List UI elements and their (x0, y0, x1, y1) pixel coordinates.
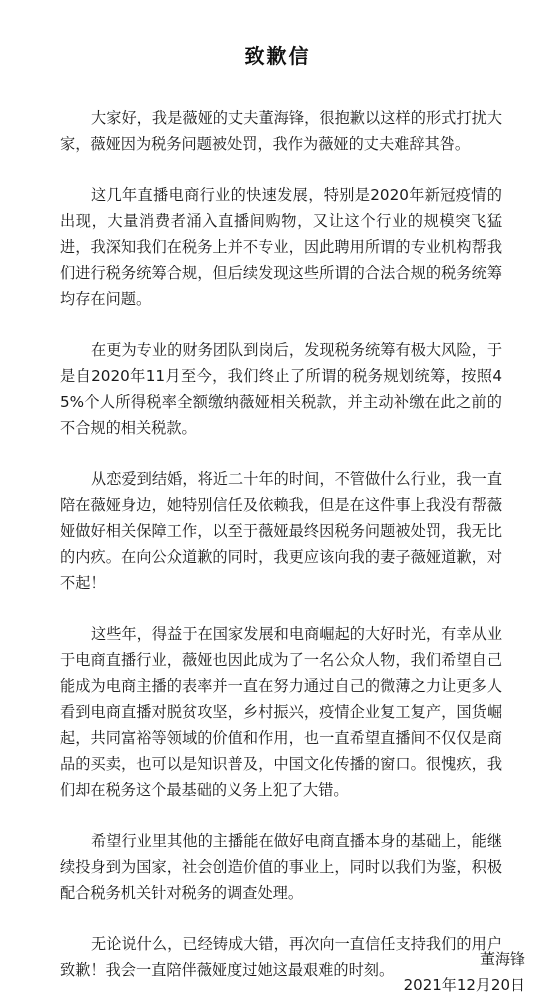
paragraph-industry-reflection: 这些年，得益于在国家发展和电商崛起的大好时光，有幸从业于电商直播行业，薇娅也因此成为了一名公众人物，我们希望自己能成为电商主播的表率并一直在努力通过自己的微薄之力让更多人看到电商直播对脱贫攻坚，乡村振兴，疫情企业复工复产，国货崛起，共同富裕等领域的价值和作用，也一直希望直播间不仅仅是商品的买卖，也可以是知识普及，中国文化传播的窗口。很愧疚，我们却在税务这个最基础的义务上犯了大错。 (60, 625, 502, 799)
paragraph-tax-correction: 在更为专业的财务团队到岗后，发现税务统筹有极大风险，于是自2020年11月至今，我们终止了所谓的税务规划统筹，按照45%个人所得税率全额缴纳薇娅相关税款，并主动补缴在此之前的不合规的相关税款。 (60, 341, 502, 437)
paragraph-apology-to-wife: 从恋爱到结婚，将近二十年的时间，不管做什么行业，我一直陪在薇娅身边，她特别信任及依赖我，但是在这件事上我没有帮薇娅做好相关保障工作，以至于薇娅最终因税务问题被处罚，我无比的内疚。在向公众道歉的同时，我更应该向我的妻子薇娅道歉，对不起！ (60, 470, 502, 592)
letter-title: 致歉信 (244, 44, 311, 68)
paragraph-background: 这几年直播电商行业的快速发展，特别是2020年新冠疫情的出现，大量消费者涌入直播间购物，又让这个行业的规模突飞猛进，我深知我们在税务上并不专业，因此聘用所谓的专业机构帮我们进行税务统筹合规，但后续发现这些所谓的合法合规的税务统筹均存在问题。 (60, 186, 502, 308)
signature-date: 2021年12月20日 (403, 976, 525, 994)
paragraph-hope: 希望行业里其他的主播能在做好电商直播本身的基础上，能继续投身到为国家，社会创造价值的事业上，同时以我们为鉴，积极配合税务机关针对税务的调查处理。 (60, 832, 502, 902)
paragraph-greeting: 大家好，我是薇娅的丈夫董海锋，很抱歉以这样的形式打扰大家，薇娅因为税务问题被处罚，我作为薇娅的丈夫难辞其咎。 (60, 109, 502, 153)
paragraph-closing: 无论说什么，已经铸成大错，再次向一直信任支持我们的用户致歉！我会一直陪伴薇娅度过她这最艰难的时刻。 (60, 935, 502, 979)
signature-block (404, 946, 525, 998)
signature-name: 董海锋 (479, 950, 525, 968)
letter-body (60, 105, 502, 1008)
